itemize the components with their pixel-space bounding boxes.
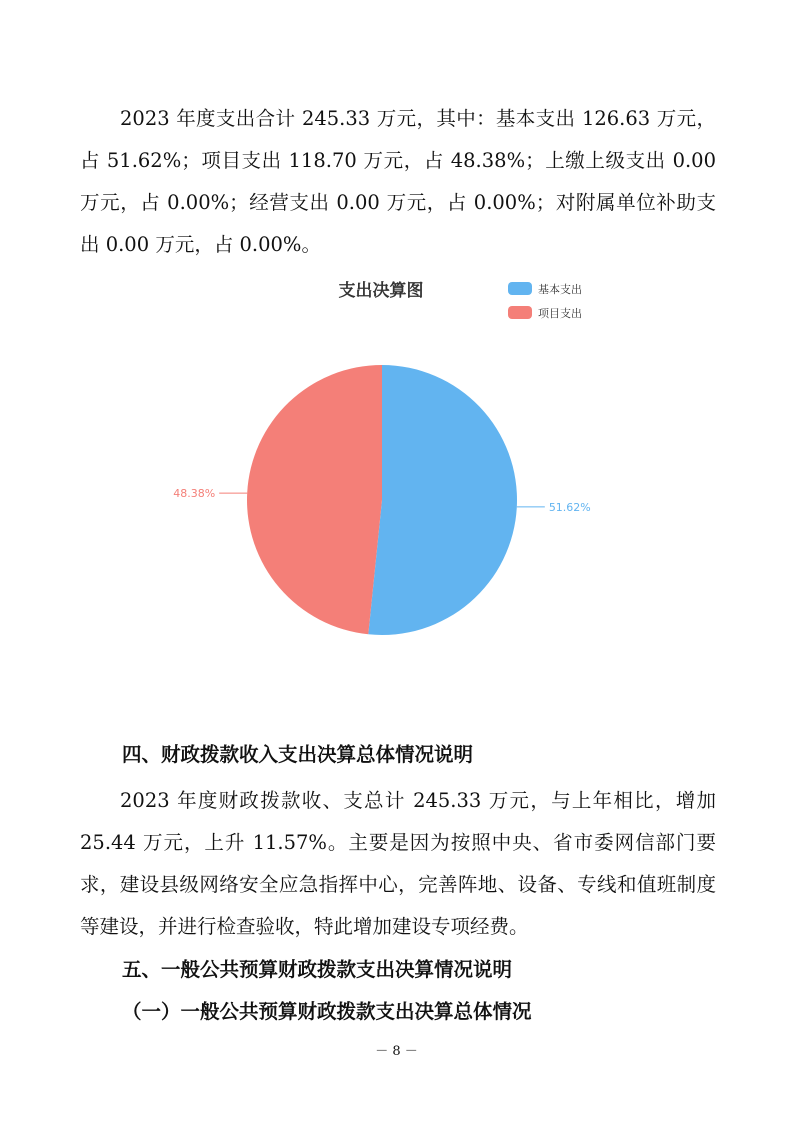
section5-heading: 五、一般公共预算财政拨款支出决算情况说明	[122, 958, 513, 981]
pie-label-0: 51.62%	[548, 500, 591, 514]
legend-label-0: 基本支出	[538, 283, 582, 296]
legend-swatch-1	[508, 306, 532, 319]
pie-label-1: 48.38%	[173, 487, 216, 501]
section4-paragraph	[80, 780, 716, 948]
expenditure-paragraph-text: 2023 年度支出合计 245.33 万元，其中：基本支出 126.63 万元，占 51.62%；项目支出 118.70 万元，占 48.38%；上缴上级支出 0.00 万元，占 0.00%；经营支出 0.00 万元，占 0.00%；对附属单位补助支出 0.00 万元，占 0.00%。	[80, 107, 716, 256]
expenditure-paragraph	[80, 98, 716, 266]
section4-heading: 四、财政拨款收入支出决算总体情况说明	[122, 743, 474, 766]
pie-slice-1	[247, 365, 382, 634]
page-number: － 8 －	[375, 1044, 418, 1059]
pie-slice-0	[368, 365, 517, 635]
pie-slices	[247, 365, 517, 635]
legend-label-1: 项目支出	[538, 307, 582, 320]
section5-subheading: （一）一般公共预算财政拨款支出决算总体情况	[122, 1000, 532, 1023]
legend-swatch-0	[508, 282, 532, 295]
section4-paragraph-text: 2023 年度财政拨款收、支总计 245.33 万元，与上年相比，增加 25.44 万元，上升 11.57%。主要是因为按照中央、省市委网信部门要求，建设县级网络安全应急指挥中心，完善阵地、设备、专线和值班制度等建设，并进行检查验收，特此增加建设专项经费。	[80, 789, 716, 938]
chart-legend	[508, 282, 582, 320]
expenditure-pie-chart	[0, 260, 793, 680]
chart-title: 支出决算图	[338, 281, 424, 301]
